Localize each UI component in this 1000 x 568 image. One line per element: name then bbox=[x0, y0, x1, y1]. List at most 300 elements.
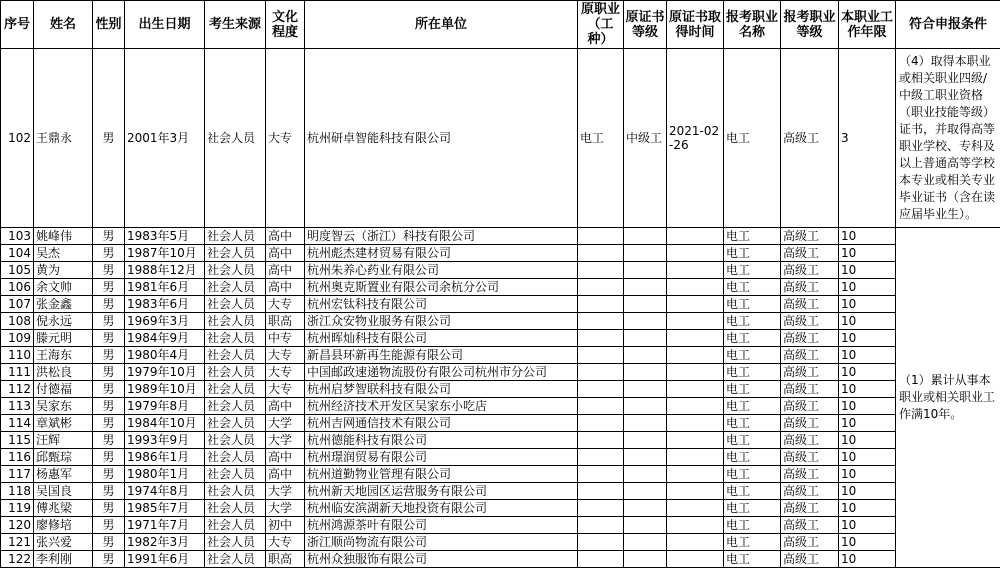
cell-gender[interactable]: 男 bbox=[93, 364, 125, 381]
cell-years[interactable]: 10 bbox=[839, 449, 896, 466]
header-edu[interactable]: 文化程度 bbox=[266, 1, 305, 49]
cell-gender[interactable]: 男 bbox=[93, 313, 125, 330]
cell-unit[interactable]: 中国邮政速递物流股份有限公司杭州市分公司 bbox=[305, 364, 578, 381]
cell-birth[interactable]: 2001年3月 bbox=[125, 49, 205, 228]
header-no[interactable]: 序号 bbox=[1, 1, 34, 49]
cell-orig-date[interactable] bbox=[667, 483, 724, 500]
cell-no[interactable]: 103 bbox=[1, 228, 34, 245]
cell-orig-level[interactable] bbox=[624, 364, 667, 381]
cell-orig-date[interactable] bbox=[667, 415, 724, 432]
cell-birth[interactable]: 1988年12月 bbox=[125, 262, 205, 279]
cell-edu[interactable]: 职高 bbox=[266, 313, 305, 330]
cell-level[interactable]: 高级工 bbox=[781, 330, 839, 347]
cell-birth[interactable]: 1982年3月 bbox=[125, 534, 205, 551]
cell-unit[interactable]: 杭州奥克斯置业有限公司余杭分公司 bbox=[305, 279, 578, 296]
cell-unit[interactable]: 杭州临安滨湖新天地投资有限公司 bbox=[305, 500, 578, 517]
cell-edu[interactable]: 中专 bbox=[266, 330, 305, 347]
cell-years[interactable]: 10 bbox=[839, 245, 896, 262]
cell-source[interactable]: 社会人员 bbox=[205, 534, 266, 551]
cell-orig-job[interactable] bbox=[578, 313, 624, 330]
cell-name[interactable]: 邱甄琮 bbox=[34, 449, 93, 466]
cell-name[interactable]: 汪辉 bbox=[34, 432, 93, 449]
table-row bbox=[1, 49, 1000, 228]
cell-unit[interactable]: 杭州璟润贸易有限公司 bbox=[305, 449, 578, 466]
cell-source[interactable]: 社会人员 bbox=[205, 245, 266, 262]
cell-no[interactable]: 107 bbox=[1, 296, 34, 313]
cell-edu[interactable]: 大学 bbox=[266, 415, 305, 432]
cell-edu[interactable]: 高中 bbox=[266, 228, 305, 245]
cell-gender[interactable]: 男 bbox=[93, 245, 125, 262]
cell-gender[interactable]: 男 bbox=[93, 330, 125, 347]
cell-source[interactable]: 社会人员 bbox=[205, 398, 266, 415]
cell-unit[interactable]: 杭州经济技术开发区吴家东小吃店 bbox=[305, 398, 578, 415]
cell-unit[interactable]: 新昌县环新再生能源有限公司 bbox=[305, 347, 578, 364]
cell-job[interactable]: 电工 bbox=[724, 364, 781, 381]
cell-source[interactable]: 社会人员 bbox=[205, 432, 266, 449]
cell-years[interactable]: 10 bbox=[839, 551, 896, 568]
cell-source[interactable]: 社会人员 bbox=[205, 517, 266, 534]
cell-orig-date[interactable] bbox=[667, 449, 724, 466]
cell-job[interactable]: 电工 bbox=[724, 534, 781, 551]
cell-no[interactable]: 112 bbox=[1, 381, 34, 398]
cell-no[interactable]: 105 bbox=[1, 262, 34, 279]
table-row bbox=[1, 551, 1000, 568]
cell-birth[interactable]: 1979年10月 bbox=[125, 364, 205, 381]
cell-orig-level[interactable]: 中级工 bbox=[624, 49, 667, 228]
cell-gender[interactable]: 男 bbox=[93, 466, 125, 483]
cell-job[interactable]: 电工 bbox=[724, 449, 781, 466]
cell-level[interactable]: 高级工 bbox=[781, 534, 839, 551]
cell-orig-level[interactable] bbox=[624, 432, 667, 449]
cell-level[interactable]: 高级工 bbox=[781, 347, 839, 364]
cell-birth[interactable]: 1980年1月 bbox=[125, 466, 205, 483]
cell-orig-date[interactable] bbox=[667, 432, 724, 449]
cell-job[interactable]: 电工 bbox=[724, 381, 781, 398]
cell-gender[interactable]: 男 bbox=[93, 296, 125, 313]
cell-level[interactable]: 高级工 bbox=[781, 245, 839, 262]
cell-source[interactable]: 社会人员 bbox=[205, 279, 266, 296]
cell-orig-level[interactable] bbox=[624, 449, 667, 466]
cell-orig-level[interactable] bbox=[624, 398, 667, 415]
cell-no[interactable]: 106 bbox=[1, 279, 34, 296]
header-level[interactable]: 报考职业等级 bbox=[781, 1, 839, 49]
header-birth[interactable]: 出生日期 bbox=[125, 1, 205, 49]
header-orig-level[interactable]: 原证书等级 bbox=[624, 1, 667, 49]
cell-years[interactable]: 10 bbox=[839, 432, 896, 449]
cell-level[interactable]: 高级工 bbox=[781, 364, 839, 381]
cell-no[interactable]: 116 bbox=[1, 449, 34, 466]
cell-years[interactable]: 10 bbox=[839, 296, 896, 313]
cell-name[interactable]: 余文帅 bbox=[34, 279, 93, 296]
cell-source[interactable]: 社会人员 bbox=[205, 262, 266, 279]
cell-years[interactable]: 10 bbox=[839, 228, 896, 245]
cell-edu[interactable]: 高中 bbox=[266, 262, 305, 279]
cell-source[interactable]: 社会人员 bbox=[205, 296, 266, 313]
cell-unit[interactable]: 浙江顺尚物流有限公司 bbox=[305, 534, 578, 551]
cell-level[interactable]: 高级工 bbox=[781, 551, 839, 568]
cell-source[interactable]: 社会人员 bbox=[205, 449, 266, 466]
cell-birth[interactable]: 1991年6月 bbox=[125, 551, 205, 568]
cell-unit[interactable]: 明度智云（浙江）科技有限公司 bbox=[305, 228, 578, 245]
cell-edu[interactable]: 大专 bbox=[266, 296, 305, 313]
cell-birth[interactable]: 1984年10月 bbox=[125, 415, 205, 432]
cell-orig-date[interactable] bbox=[667, 262, 724, 279]
cell-orig-job[interactable] bbox=[578, 262, 624, 279]
cell-birth[interactable]: 1981年6月 bbox=[125, 279, 205, 296]
cell-orig-job[interactable] bbox=[578, 534, 624, 551]
cell-job[interactable]: 电工 bbox=[724, 500, 781, 517]
cell-orig-date[interactable] bbox=[667, 534, 724, 551]
cell-orig-job[interactable] bbox=[578, 517, 624, 534]
cell-level[interactable]: 高级工 bbox=[781, 296, 839, 313]
table-row bbox=[1, 330, 1000, 347]
cell-gender[interactable]: 男 bbox=[93, 49, 125, 228]
cell-birth[interactable]: 1980年4月 bbox=[125, 347, 205, 364]
cell-level[interactable]: 高级工 bbox=[781, 517, 839, 534]
cell-name[interactable]: 傅兆梁 bbox=[34, 500, 93, 517]
cell-source[interactable]: 社会人员 bbox=[205, 330, 266, 347]
header-job[interactable]: 报考职业名称 bbox=[724, 1, 781, 49]
cell-job[interactable]: 电工 bbox=[724, 398, 781, 415]
cell-no[interactable]: 114 bbox=[1, 415, 34, 432]
cell-orig-job[interactable] bbox=[578, 398, 624, 415]
cell-orig-date[interactable] bbox=[667, 466, 724, 483]
header-name[interactable]: 姓名 bbox=[34, 1, 93, 49]
cell-name[interactable]: 倪永远 bbox=[34, 313, 93, 330]
cell-edu[interactable]: 职高 bbox=[266, 551, 305, 568]
cell-job[interactable]: 电工 bbox=[724, 517, 781, 534]
header-orig-job[interactable]: 原职业（工种） bbox=[578, 1, 624, 49]
cell-years[interactable]: 10 bbox=[839, 313, 896, 330]
cell-level[interactable]: 高级工 bbox=[781, 449, 839, 466]
cell-orig-level[interactable] bbox=[624, 381, 667, 398]
table-row bbox=[1, 279, 1000, 296]
cell-birth[interactable]: 1987年10月 bbox=[125, 245, 205, 262]
cell-no[interactable]: 110 bbox=[1, 347, 34, 364]
cell-orig-job[interactable] bbox=[578, 330, 624, 347]
cell-orig-date[interactable] bbox=[667, 500, 724, 517]
cell-birth[interactable]: 1993年9月 bbox=[125, 432, 205, 449]
cell-level[interactable]: 高级工 bbox=[781, 313, 839, 330]
cell-name[interactable]: 吴国良 bbox=[34, 483, 93, 500]
cell-source[interactable]: 社会人员 bbox=[205, 551, 266, 568]
cell-job[interactable]: 电工 bbox=[724, 49, 781, 228]
cell-condition[interactable]: （4）取得本职业或相关职业四级/中级工职业资格（职业技能等级）证书，并取得高等职业学校、专科及以上普通高等学校本专业或相关专业毕业证书（含在读应届毕业生）。 bbox=[896, 49, 1000, 228]
cell-name[interactable]: 洪松良 bbox=[34, 364, 93, 381]
header-orig-date[interactable]: 原证书取得时间 bbox=[667, 1, 724, 49]
cell-orig-level[interactable] bbox=[624, 347, 667, 364]
cell-edu[interactable]: 大专 bbox=[266, 381, 305, 398]
cell-orig-level[interactable] bbox=[624, 262, 667, 279]
cell-gender[interactable]: 男 bbox=[93, 500, 125, 517]
table-row bbox=[1, 296, 1000, 313]
cell-name[interactable]: 张兴爱 bbox=[34, 534, 93, 551]
cell-job[interactable]: 电工 bbox=[724, 551, 781, 568]
cell-orig-job[interactable] bbox=[578, 381, 624, 398]
cell-birth[interactable]: 1974年8月 bbox=[125, 483, 205, 500]
cell-birth[interactable]: 1989年10月 bbox=[125, 381, 205, 398]
cell-job[interactable]: 电工 bbox=[724, 228, 781, 245]
cell-orig-level[interactable] bbox=[624, 483, 667, 500]
cell-orig-job[interactable] bbox=[578, 500, 624, 517]
cell-orig-level[interactable] bbox=[624, 551, 667, 568]
cell-birth[interactable]: 1983年5月 bbox=[125, 228, 205, 245]
cell-years[interactable]: 10 bbox=[839, 534, 896, 551]
cell-unit[interactable]: 杭州道勤物业管理有限公司 bbox=[305, 466, 578, 483]
cell-unit[interactable]: 杭州德能科技有限公司 bbox=[305, 432, 578, 449]
cell-gender[interactable]: 男 bbox=[93, 415, 125, 432]
cell-years[interactable]: 10 bbox=[839, 279, 896, 296]
cell-no[interactable]: 117 bbox=[1, 466, 34, 483]
cell-orig-level[interactable] bbox=[624, 296, 667, 313]
cell-orig-date[interactable] bbox=[667, 398, 724, 415]
cell-no[interactable]: 109 bbox=[1, 330, 34, 347]
cell-edu[interactable]: 大专 bbox=[266, 534, 305, 551]
cell-gender[interactable]: 男 bbox=[93, 483, 125, 500]
cell-level[interactable]: 高级工 bbox=[781, 228, 839, 245]
cell-level[interactable]: 高级工 bbox=[781, 466, 839, 483]
cell-source[interactable]: 社会人员 bbox=[205, 49, 266, 228]
cell-edu[interactable]: 大专 bbox=[266, 364, 305, 381]
cell-years[interactable]: 10 bbox=[839, 330, 896, 347]
cell-orig-date[interactable] bbox=[667, 381, 724, 398]
cell-orig-date[interactable] bbox=[667, 347, 724, 364]
cell-source[interactable]: 社会人员 bbox=[205, 466, 266, 483]
cell-level[interactable]: 高级工 bbox=[781, 381, 839, 398]
cell-gender[interactable]: 男 bbox=[93, 279, 125, 296]
cell-name[interactable]: 黄为 bbox=[34, 262, 93, 279]
cell-condition-group[interactable]: （1）累计从事本职业或相关职业工作满10年。 bbox=[896, 228, 1000, 568]
cell-name[interactable]: 廖修培 bbox=[34, 517, 93, 534]
cell-orig-date[interactable] bbox=[667, 228, 724, 245]
cell-orig-job[interactable] bbox=[578, 449, 624, 466]
cell-name[interactable]: 吴家东 bbox=[34, 398, 93, 415]
cell-source[interactable]: 社会人员 bbox=[205, 347, 266, 364]
cell-edu[interactable]: 大学 bbox=[266, 432, 305, 449]
cell-job[interactable]: 电工 bbox=[724, 279, 781, 296]
cell-unit[interactable]: 杭州朱养心药业有限公司 bbox=[305, 262, 578, 279]
cell-orig-date[interactable] bbox=[667, 517, 724, 534]
cell-no[interactable]: 118 bbox=[1, 483, 34, 500]
cell-orig-level[interactable] bbox=[624, 534, 667, 551]
cell-edu[interactable]: 大学 bbox=[266, 500, 305, 517]
cell-no[interactable]: 122 bbox=[1, 551, 34, 568]
cell-gender[interactable]: 男 bbox=[93, 534, 125, 551]
cell-no[interactable]: 119 bbox=[1, 500, 34, 517]
cell-unit[interactable]: 杭州启梦智联科技有限公司 bbox=[305, 381, 578, 398]
cell-name[interactable]: 章斌彬 bbox=[34, 415, 93, 432]
cell-job[interactable]: 电工 bbox=[724, 483, 781, 500]
cell-orig-date[interactable] bbox=[667, 330, 724, 347]
cell-name[interactable]: 杨惠军 bbox=[34, 466, 93, 483]
cell-unit[interactable]: 杭州研卓智能科技有限公司 bbox=[305, 49, 578, 228]
cell-level[interactable]: 高级工 bbox=[781, 483, 839, 500]
cell-name[interactable]: 张金鑫 bbox=[34, 296, 93, 313]
cell-gender[interactable]: 男 bbox=[93, 228, 125, 245]
cell-orig-job[interactable] bbox=[578, 347, 624, 364]
cell-level[interactable]: 高级工 bbox=[781, 432, 839, 449]
cell-level[interactable]: 高级工 bbox=[781, 500, 839, 517]
cell-birth[interactable]: 1985年7月 bbox=[125, 500, 205, 517]
cell-no[interactable]: 121 bbox=[1, 534, 34, 551]
cell-birth[interactable]: 1984年9月 bbox=[125, 330, 205, 347]
cell-job[interactable]: 电工 bbox=[724, 262, 781, 279]
cell-orig-level[interactable] bbox=[624, 228, 667, 245]
cell-orig-level[interactable] bbox=[624, 313, 667, 330]
cell-orig-level[interactable] bbox=[624, 245, 667, 262]
cell-no[interactable]: 104 bbox=[1, 245, 34, 262]
cell-orig-job[interactable] bbox=[578, 415, 624, 432]
cell-birth[interactable]: 1983年6月 bbox=[125, 296, 205, 313]
cell-name[interactable]: 王海东 bbox=[34, 347, 93, 364]
cell-unit[interactable]: 杭州吉网通信技术有限公司 bbox=[305, 415, 578, 432]
cell-job[interactable]: 电工 bbox=[724, 330, 781, 347]
cell-orig-level[interactable] bbox=[624, 500, 667, 517]
cell-job[interactable]: 电工 bbox=[724, 313, 781, 330]
cell-job[interactable]: 电工 bbox=[724, 347, 781, 364]
cell-name[interactable]: 姚峰伟 bbox=[34, 228, 93, 245]
cell-years[interactable]: 10 bbox=[839, 483, 896, 500]
cell-job[interactable]: 电工 bbox=[724, 415, 781, 432]
cell-no[interactable]: 120 bbox=[1, 517, 34, 534]
table-row bbox=[1, 381, 1000, 398]
header-unit[interactable]: 所在单位 bbox=[305, 1, 578, 49]
cell-gender[interactable]: 男 bbox=[93, 449, 125, 466]
cell-years[interactable]: 10 bbox=[839, 364, 896, 381]
cell-edu[interactable]: 高中 bbox=[266, 466, 305, 483]
cell-birth[interactable]: 1979年8月 bbox=[125, 398, 205, 415]
cell-source[interactable]: 社会人员 bbox=[205, 381, 266, 398]
cell-years[interactable]: 10 bbox=[839, 500, 896, 517]
cell-orig-date[interactable] bbox=[667, 364, 724, 381]
header-years[interactable]: 本职业工作年限 bbox=[839, 1, 896, 49]
cell-edu[interactable]: 大专 bbox=[266, 49, 305, 228]
cell-years[interactable]: 10 bbox=[839, 381, 896, 398]
cell-edu[interactable]: 高中 bbox=[266, 449, 305, 466]
table-row bbox=[1, 483, 1000, 500]
cell-orig-level[interactable] bbox=[624, 466, 667, 483]
cell-gender[interactable]: 男 bbox=[93, 551, 125, 568]
cell-orig-level[interactable] bbox=[624, 517, 667, 534]
cell-name[interactable]: 李利刚 bbox=[34, 551, 93, 568]
cell-name[interactable]: 王鼎永 bbox=[34, 49, 93, 228]
cell-orig-date[interactable] bbox=[667, 296, 724, 313]
cell-unit[interactable]: 杭州鸿源茶叶有限公司 bbox=[305, 517, 578, 534]
header-condition[interactable]: 符合申报条件 bbox=[896, 1, 1000, 49]
cell-name[interactable]: 付德福 bbox=[34, 381, 93, 398]
cell-orig-job[interactable] bbox=[578, 364, 624, 381]
cell-unit[interactable]: 杭州众独服饰有限公司 bbox=[305, 551, 578, 568]
cell-years[interactable]: 10 bbox=[839, 517, 896, 534]
cell-edu[interactable]: 高中 bbox=[266, 279, 305, 296]
table-row bbox=[1, 466, 1000, 483]
cell-unit[interactable]: 杭州新天地园区运营服务有限公司 bbox=[305, 483, 578, 500]
cell-level[interactable]: 高级工 bbox=[781, 415, 839, 432]
cell-years[interactable]: 10 bbox=[839, 398, 896, 415]
cell-orig-level[interactable] bbox=[624, 330, 667, 347]
cell-level[interactable]: 高级工 bbox=[781, 49, 839, 228]
cell-no[interactable]: 111 bbox=[1, 364, 34, 381]
cell-orig-job[interactable] bbox=[578, 466, 624, 483]
cell-no[interactable]: 115 bbox=[1, 432, 34, 449]
cell-no[interactable]: 113 bbox=[1, 398, 34, 415]
cell-birth[interactable]: 1986年1月 bbox=[125, 449, 205, 466]
cell-orig-job[interactable] bbox=[578, 551, 624, 568]
cell-orig-date[interactable]: 2021-02-26 bbox=[667, 49, 724, 228]
cell-years[interactable]: 10 bbox=[839, 415, 896, 432]
cell-unit[interactable]: 杭州宏钛科技有限公司 bbox=[305, 296, 578, 313]
cell-job[interactable]: 电工 bbox=[724, 432, 781, 449]
cell-orig-level[interactable] bbox=[624, 279, 667, 296]
cell-years[interactable]: 10 bbox=[839, 262, 896, 279]
cell-orig-date[interactable] bbox=[667, 551, 724, 568]
cell-years[interactable]: 10 bbox=[839, 466, 896, 483]
cell-unit[interactable]: 杭州晖灿科技有限公司 bbox=[305, 330, 578, 347]
cell-orig-date[interactable] bbox=[667, 279, 724, 296]
cell-edu[interactable]: 大专 bbox=[266, 347, 305, 364]
cell-orig-job[interactable] bbox=[578, 279, 624, 296]
cell-gender[interactable]: 男 bbox=[93, 381, 125, 398]
cell-no[interactable]: 108 bbox=[1, 313, 34, 330]
cell-orig-job[interactable] bbox=[578, 245, 624, 262]
cell-gender[interactable]: 男 bbox=[93, 398, 125, 415]
table-row bbox=[1, 245, 1000, 262]
cell-orig-job[interactable] bbox=[578, 483, 624, 500]
cell-orig-job[interactable] bbox=[578, 432, 624, 449]
cell-orig-job[interactable]: 电工 bbox=[578, 49, 624, 228]
cell-gender[interactable]: 男 bbox=[93, 347, 125, 364]
cell-gender[interactable]: 男 bbox=[93, 432, 125, 449]
cell-name[interactable]: 滕元明 bbox=[34, 330, 93, 347]
table-row bbox=[1, 364, 1000, 381]
cell-gender[interactable]: 男 bbox=[93, 517, 125, 534]
cell-orig-date[interactable] bbox=[667, 245, 724, 262]
cell-level[interactable]: 高级工 bbox=[781, 398, 839, 415]
cell-name[interactable]: 吴杰 bbox=[34, 245, 93, 262]
cell-orig-job[interactable] bbox=[578, 296, 624, 313]
cell-source[interactable]: 社会人员 bbox=[205, 228, 266, 245]
table-row bbox=[1, 432, 1000, 449]
cell-edu[interactable]: 高中 bbox=[266, 398, 305, 415]
cell-source[interactable]: 社会人员 bbox=[205, 500, 266, 517]
cell-source[interactable]: 社会人员 bbox=[205, 415, 266, 432]
cell-years[interactable]: 10 bbox=[839, 347, 896, 364]
header-gender[interactable]: 性别 bbox=[93, 1, 125, 49]
cell-level[interactable]: 高级工 bbox=[781, 262, 839, 279]
cell-level[interactable]: 高级工 bbox=[781, 279, 839, 296]
cell-edu[interactable]: 高中 bbox=[266, 245, 305, 262]
cell-years[interactable]: 3 bbox=[839, 49, 896, 228]
cell-source[interactable]: 社会人员 bbox=[205, 483, 266, 500]
cell-no[interactable]: 102 bbox=[1, 49, 34, 228]
cell-job[interactable]: 电工 bbox=[724, 245, 781, 262]
cell-job[interactable]: 电工 bbox=[724, 296, 781, 313]
cell-orig-job[interactable] bbox=[578, 228, 624, 245]
cell-birth[interactable]: 1971年7月 bbox=[125, 517, 205, 534]
cell-unit[interactable]: 杭州彪杰建材贸易有限公司 bbox=[305, 245, 578, 262]
cell-unit[interactable]: 浙江众安物业服务有限公司 bbox=[305, 313, 578, 330]
cell-source[interactable]: 社会人员 bbox=[205, 364, 266, 381]
cell-orig-level[interactable] bbox=[624, 415, 667, 432]
header-source[interactable]: 考生来源 bbox=[205, 1, 266, 49]
cell-edu[interactable]: 初中 bbox=[266, 517, 305, 534]
cell-edu[interactable]: 大学 bbox=[266, 483, 305, 500]
cell-source[interactable]: 社会人员 bbox=[205, 313, 266, 330]
cell-birth[interactable]: 1969年3月 bbox=[125, 313, 205, 330]
cell-job[interactable]: 电工 bbox=[724, 466, 781, 483]
cell-orig-date[interactable] bbox=[667, 313, 724, 330]
cell-gender[interactable]: 男 bbox=[93, 262, 125, 279]
